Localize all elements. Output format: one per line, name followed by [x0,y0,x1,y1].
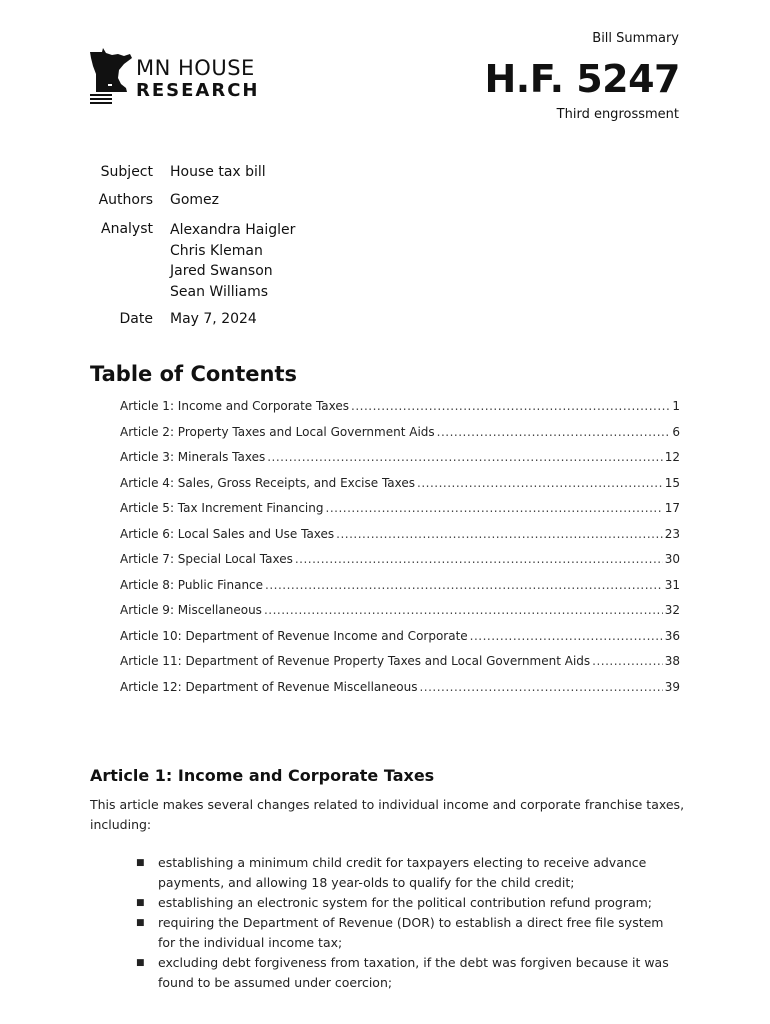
toc-entry[interactable] [120,501,680,527]
toc-entry-page: 1 [672,399,680,413]
toc-leader-dots [267,450,662,464]
minnesota-state-icon [88,48,134,104]
toc-entry-title: Article 10: Department of Revenue Income and Corporate [120,628,468,643]
toc-entry[interactable] [120,527,680,553]
toc-entry-title: Article 11: Department of Revenue Property Taxes and Local Government Aids [120,654,591,668]
analyst-name: Sean Williams [170,283,269,300]
list-item [134,893,684,913]
toc-leader-dots [264,603,663,617]
square-bullet-icon: ■ [136,858,145,868]
list-item [134,913,684,953]
toc-entry-title: Article 3: Minerals Taxes [120,450,266,464]
toc-entry[interactable] [120,552,680,578]
list-item [134,853,684,893]
toc-entry-title: Article 1: Income and Corporate Taxes [120,399,350,413]
logo-text-line1: MN HOUSE [136,56,255,80]
toc-entry-page: 32 [664,603,680,617]
toc-leader-dots [336,527,663,541]
toc-entry-page: 36 [664,628,680,643]
toc-entry-page: 30 [664,552,680,566]
toc-entry-page: 31 [664,577,680,592]
toc-leader-dots [417,476,663,490]
bill-number: H.F. 5247 [484,57,680,101]
toc-entry-title: Article 4: Sales, Gross Receipts, and Excise Taxes [120,475,416,490]
article-heading: Article 1: Income and Corporate Taxes [90,766,435,785]
subject-label: Subject [100,164,153,180]
list-item-text: requiring the Department of Revenue (DOR) to establish a direct free file system for the individual income tax; [158,915,664,950]
toc-entry[interactable] [120,399,680,425]
toc-entry-title: Article 8: Public Finance [120,577,264,592]
toc-entry[interactable] [120,425,680,451]
toc-entry-title: Article 6: Local Sales and Use Taxes [120,526,335,541]
date-value: May 7, 2024 [170,311,257,327]
toc-entry-page: 6 [672,424,680,439]
toc-entry-page: 17 [664,501,680,515]
toc-leader-dots [437,425,671,439]
list-item-text: establishing a minimum child credit for taxpayers electing to receive advance payments, and allowing 18 year-olds to qualify for the child credit; [158,855,647,890]
toc-entry[interactable] [120,578,680,604]
toc-entry-title: Article 9: Miscellaneous [120,603,262,617]
square-bullet-icon: ■ [136,898,145,908]
toc-entry-page: 39 [664,679,680,694]
toc-entry-title: Article 5: Tax Increment Financing [120,501,324,515]
logo-text-line2: RESEARCH [136,80,260,101]
toc-entry[interactable] [120,476,680,502]
document-type: Bill Summary [592,31,679,46]
toc-entry-title: Article 7: Special Local Taxes [120,552,293,566]
analyst-name: Alexandra Haigler [170,222,296,238]
toc-leader-dots [295,552,663,566]
subject-value: House tax bill [170,164,266,180]
toc-entry[interactable] [120,654,680,680]
engrossment-status: Third engrossment [556,107,679,122]
list-item-text: establishing an electronic system for the political contribution refund program; [158,895,653,910]
authors-label: Authors [98,192,153,208]
toc-entry-page: 23 [664,526,680,541]
toc-entry[interactable] [120,629,680,655]
square-bullet-icon: ■ [136,958,145,968]
analyst-name: Chris Kleman [170,242,263,259]
toc-entry-title: Article 12: Department of Revenue Miscellaneous [120,679,418,694]
list-item [134,953,684,993]
toc-entry-page: 12 [664,450,680,464]
toc-leader-dots [351,399,670,413]
toc-entry[interactable] [120,450,680,476]
mn-house-research-logo [88,48,273,104]
toc-entry-title: Article 2: Property Taxes and Local Government Aids [120,424,435,439]
toc-entry[interactable] [120,603,680,629]
toc-leader-dots [265,578,663,592]
article-bullet-list [134,853,684,993]
toc-entry-page: 15 [664,475,680,490]
authors-value: Gomez [170,192,220,208]
list-item-text: excluding debt forgiveness from taxation, if the debt was forgiven because it was found to be assumed under coercion; [158,955,669,990]
article-intro: This article makes several changes related to individual income and corporate franchise taxes, including: [90,797,685,832]
toc-leader-dots [419,680,662,694]
analyst-list [170,220,295,302]
toc-entry-page: 38 [664,654,680,668]
toc-leader-dots [326,501,663,515]
analyst-label: Analyst [101,221,153,237]
toc-leader-dots [592,654,663,668]
toc-leader-dots [470,629,663,643]
table-of-contents [120,399,680,705]
toc-heading: Table of Contents [90,362,298,386]
square-bullet-icon: ■ [136,918,145,928]
date-label: Date [119,311,153,327]
toc-entry[interactable] [120,680,680,706]
analyst-name: Jared Swanson [170,263,273,279]
